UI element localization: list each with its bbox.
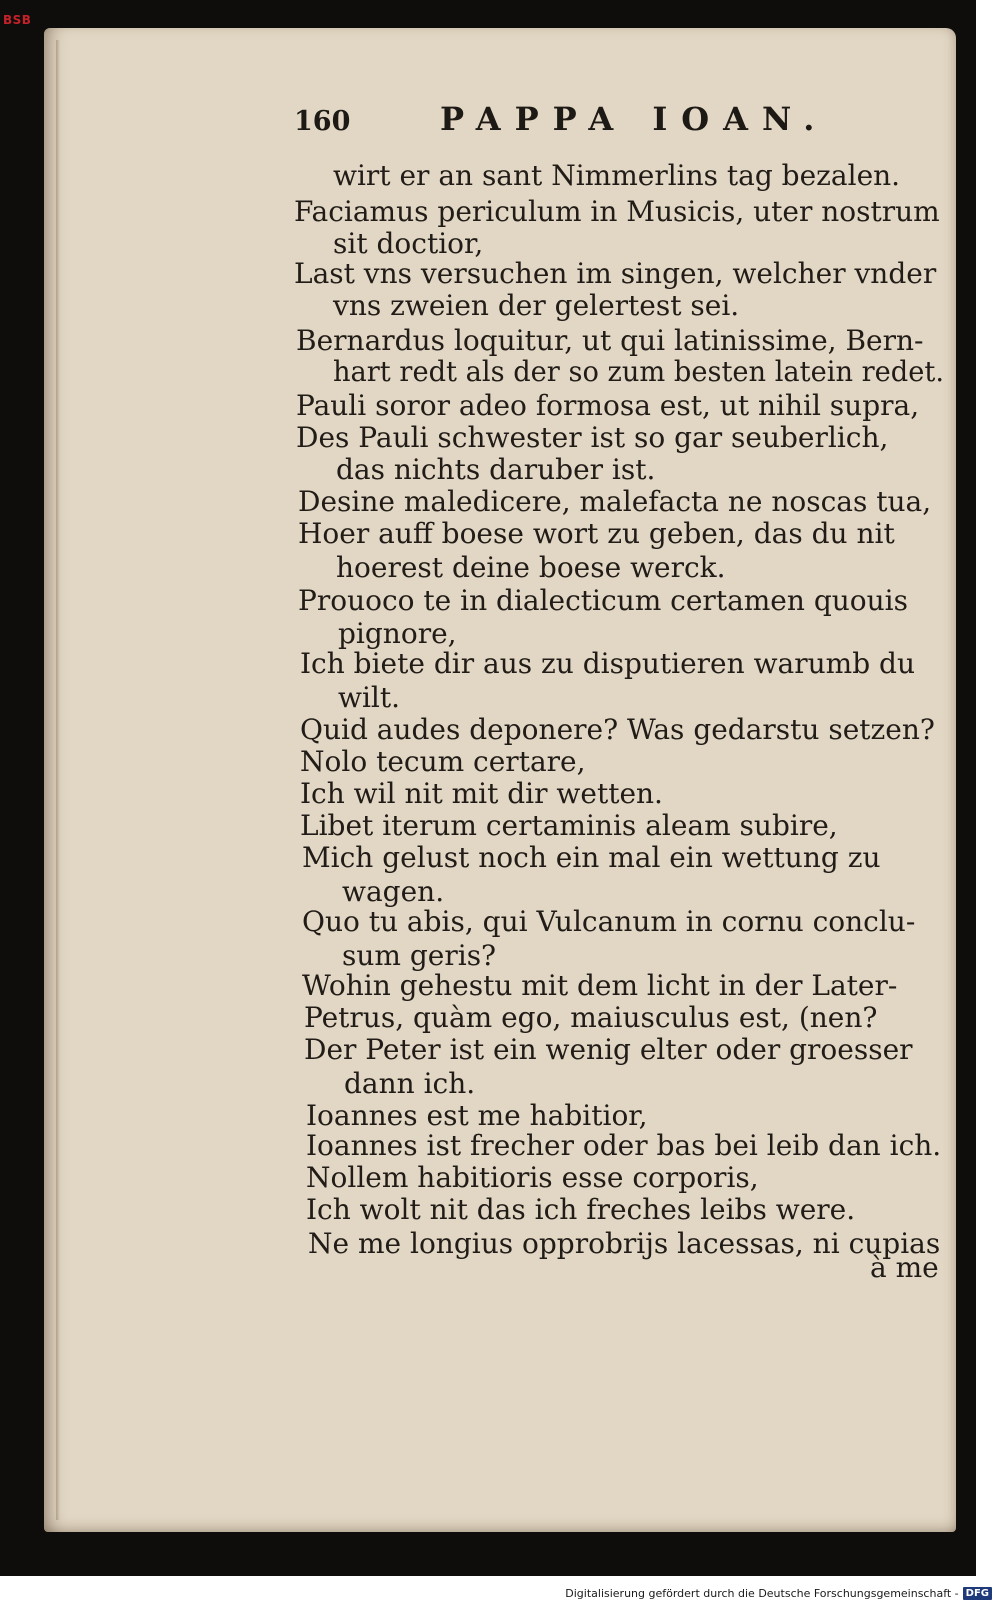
text-line: Nolo tecum certare, [300,745,586,778]
text-line: Ne me longius opprobrijs lacessas, ni cupias [308,1227,941,1260]
text-line: Libet iterum certaminis aleam subire, [300,809,838,842]
text-line: sum geris? [342,939,497,972]
text-line: Mich gelust noch ein mal ein wettung zu [302,841,881,874]
text-line: Ich wolt nit das ich freches leibs were. [306,1193,856,1226]
running-title: PAPPA IOAN. [440,100,829,138]
text-line: dann ich. [344,1067,476,1100]
text-line: Last vns versuchen im singen, welcher vnder [294,257,937,290]
text-line: Wohin gehestu mit dem licht in der Later- [302,969,898,1002]
text-line: Faciamus periculum in Musicis, uter nostrum [294,195,940,228]
text-line: wagen. [342,875,445,908]
text-line: Ich biete dir aus zu disputieren warumb du [300,647,915,680]
text-line: Petrus, quàm ego, maiusculus est, (nen? [304,1001,878,1034]
text-line: pignore, [338,617,457,650]
text-line: Des Pauli schwester ist so gar seuberlich, [296,421,889,454]
text-line: wilt. [338,681,401,714]
text-line: sit doctior, [333,227,484,260]
text-line: Nollem habitioris esse corporis, [306,1161,759,1194]
text-line: Pauli soror adeo formosa est, ut nihil supra, [296,389,920,422]
text-line: hoerest deine boese werck. [336,551,726,584]
text-line: Prouoco te in dialecticum certamen quouis [298,584,908,617]
text-line: Ioannes est me habitior, [306,1099,648,1132]
page-header [294,100,914,144]
text-line: Hoer auff boese wort zu geben, das du nit [298,517,895,550]
page-gutter-shadow [56,40,60,1520]
dfg-logo: DFG [963,1587,992,1600]
text-line: das nichts daruber ist. [336,453,656,486]
text-line: Quid audes deponere? Was gedarstu setzen? [300,713,935,746]
text-line: hart redt als der so zum besten latein redet. [333,355,944,388]
text-line: wirt er an sant Nimmerlins tag bezalen. [333,159,901,192]
text-line: Desine maledicere, malefacta ne noscas tua, [298,485,932,518]
text-line: Quo tu abis, qui Vulcanum in cornu conclu- [302,905,916,938]
page-number: 160 [294,106,351,137]
digitization-credit [565,1587,992,1600]
text-line: vns zweien der gelertest sei. [333,289,740,322]
text-line: Bernardus loquitur, ut qui latinissime, Bern- [296,324,924,357]
text-line: Der Peter ist ein wenig elter oder groesser [304,1033,913,1066]
text-line: Ich wil nit mit dir wetten. [300,777,663,810]
text-line: à me [870,1251,939,1284]
text-line: Ioannes ist frecher oder bas bei leib dan ich. [306,1129,942,1162]
credit-text: Digitalisierung gefördert durch die Deutsche Forschungsgemeinschaft - [565,1587,959,1600]
bsb-watermark: BSB [3,13,32,27]
